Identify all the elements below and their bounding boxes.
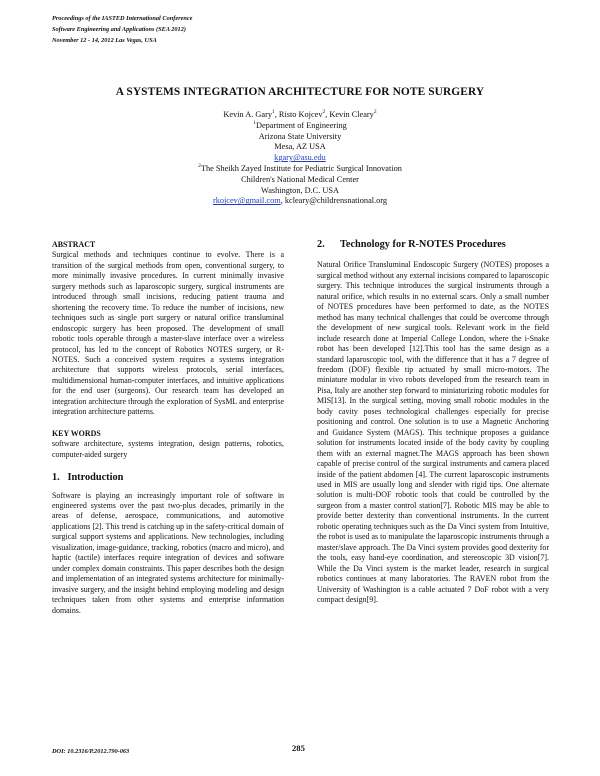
keywords-text: software architecture, systems integration, design patterns, robotics, computer-aided surgery: [52, 439, 284, 459]
affiliation-1-location: Mesa, AZ USA: [274, 142, 326, 152]
header-line-3: November 12 - 14, 2012 Las Vegas, USA: [52, 37, 157, 44]
proceedings-header: [52, 13, 192, 46]
author-names: [0, 110, 600, 121]
section-2-text: Natural Orifice Transluminal Endoscopic Surgery (NOTES) proposes a surgical method without any external incisions compared to laparoscopic surgery. This technique introduces the surgical instruments through a natural orifice, which results in no external scars. Only a small number of NOTES procedures have been performed to date, as the NOTES method has many technical challenges that could be overcome through the development of new surgical tools. Relevant work in the field include research done at Imperial College London, where the i-Snake robot has been developed [12].This tool has the same design as a standard laparoscopic tool, with the difference that it has a 7 degree of freedom (DOF) flexible tip actuated by small micro-motors. The miniature modular in vivo robots developed from the research team in Pisa, Italy are another step forward to miniaturizing robotic modules for MIS[13]. In the surgical setting, moving small robotic modules in the body cavity poses technological challenges especially for precise positioning and control. One solution is to use a Magnetic Anchoring and Guidance System (MAGS). This technique proposes a guidance solution for instruments located inside of the body cavity by coupling them with an external magnet.The MAGS approach has been shown capable of precise control of the surgical instruments and camera placed inside of the patient abdomen [4]. The current laparoscopic instruments used in MIS are usually long and slender with rigid tips. One alternate solution is multi-DOF robotic tools that could be controlled by the surgeon from a master control station[7]. Robotic MIS may be able to provide better dexterity than conventional instruments. In the current robotic operating techniques such as the Da Vinci system from Intuitive, the robot is used as to manipulate the laparoscopic instruments through a master/slave approach. The Da Vinci system provides good dexterity for the tools, easy hand-eye coordination, and stereoscopic 3D vision[7]. While the Da Vinci system is the market leader, research in surgical robotics continues at many laboratories. The RAVEN robot from the University of Washington is a cable actuated 7 DoF robot with a very compact design[9].: [317, 260, 549, 604]
author-1-sup: 1: [272, 109, 275, 116]
affiliation-1-sup: 1: [253, 120, 256, 127]
affiliation-2-center: Children's National Medical Center: [241, 174, 359, 184]
keywords-heading: KEY WORDS: [52, 428, 101, 438]
affiliation-2-sup: 2: [198, 163, 201, 170]
header-line-2: Software Engineering and Applications (SEA 2012): [52, 26, 186, 33]
author-3: , Kevin Cleary: [325, 110, 374, 119]
author-2: , Risto Kojcev: [274, 110, 323, 119]
paper-title: A SYSTEMS INTEGRATION ARCHITECTURE FOR NOTE SURGERY: [115, 86, 485, 98]
affiliation-2-institute: The Sheikh Zayed Institute for Pediatric Surgical Innovation: [200, 163, 402, 173]
left-column: [52, 240, 284, 616]
section-2-heading: 2. Technology for R-NOTES Procedures: [317, 239, 506, 250]
doi-footer: DOI: 10.2316/P.2012.790-063: [52, 748, 130, 755]
abstract-heading: ABSTRACT: [52, 240, 96, 249]
author-3-sup: 2: [373, 109, 377, 116]
affiliation-1-university: Arizona State University: [258, 131, 342, 141]
page-number: 285: [292, 743, 305, 753]
intro-heading: 1. Introduction: [52, 472, 124, 484]
email-link-1[interactable]: kgary@asu.edu: [274, 153, 326, 163]
author-2-sup: 2: [322, 109, 326, 116]
author-block: [0, 110, 600, 207]
abstract-text: Surgical methods and techniques continue to evolve. There is a transition of the surgical methods from open, conventional surgery, to more minimally invasive procedures. In current minimally invasive surgery methods such as laparoscopic surgery, surgical instruments are introduced through small incisions, reducing patient trauma and shortening the recovery time. To reduce the number of incisions, new techniques such as single port surgery or natural orifice transluminal endoscopic surgery has been proposed. The development of small robotic tools operable through a master-slave interface over a wireless protocol, has led to the concept of Robotics NOTES surgery, or R-NOTES. Such a conceived system requires a systems integration architecture that supports wireless protocols, serial interfaces, multidimensional human-computer interfaces, and intuitive applications for the end user (surgeons). Our research team has developed an integration architecture through the exploration of SysML and enterprise integration architecture patterns.: [52, 250, 284, 417]
email-link-2[interactable]: rkojcev@gmail.com: [212, 196, 281, 206]
affiliation-1-dept: Department of Engineering: [255, 120, 347, 130]
email-3: , kcleary@childrensnational.org: [280, 196, 388, 206]
author-1: Kevin A. Gary: [223, 110, 273, 119]
right-column: [317, 240, 549, 605]
affiliation-1: [0, 121, 600, 132]
affiliation-2-location: Washington, D.C. USA: [261, 185, 339, 195]
intro-text: Software is playing an increasingly important role of software in engineered systems over the past two-plus decades, primarily in the areas of defense, aerospace, communications, and automotive applications [2]. This trend is catching up in the safety-critical domain of surgical support systems and applications. New technologies, including visualization, image-guidance, tracking, robotics (macro and micro), and haptic (tactile) interfaces require integration of devices and software under complex domain constraints. This paper describes both the design and implementation of an integrated systems architecture for minimally-invasive surgery, and the insight behind employing modeling and design techniques taken from other systems and enterprise information domains.: [52, 490, 284, 615]
header-line-1: Proceedings of the IASTED International Conference: [52, 15, 193, 22]
affiliation-2: [0, 164, 600, 175]
